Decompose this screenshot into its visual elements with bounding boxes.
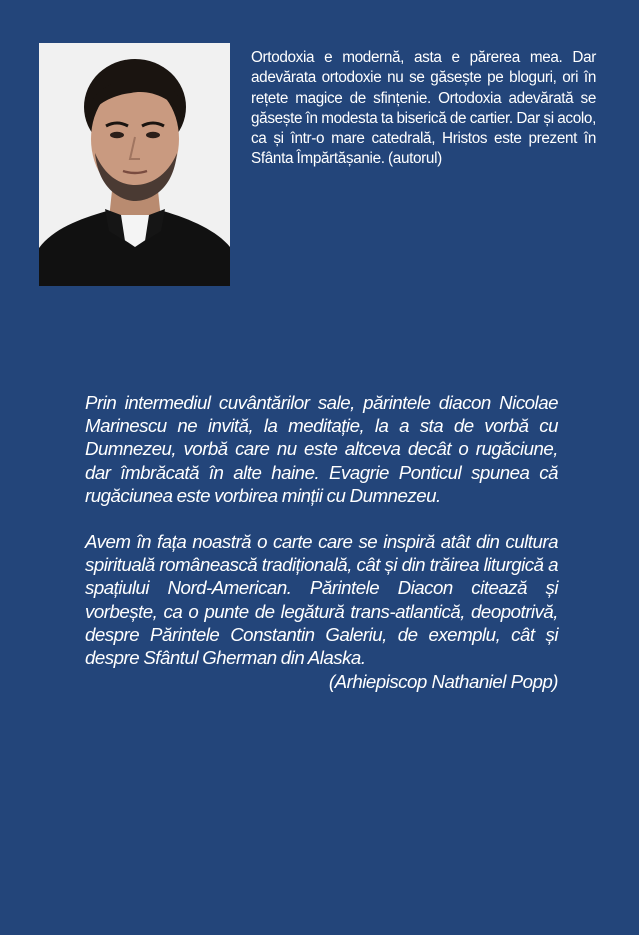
author-portrait-illustration	[39, 43, 230, 286]
author-photo	[39, 43, 230, 286]
review-block	[85, 391, 558, 693]
review-signature: (Arhiepiscop Nathaniel Popp)	[328, 671, 558, 693]
review-paragraph-2: Avem în fața noastră o carte care se inspiră atât din cultura spirituală românească tradițională, cât și din trăirea liturgică a spațiului Nord-American. Părintele Diacon citează și vorbește, ca o punte de legătură trans-atlantică, deopotrivă, despre Părintele Constantin Galeriu, de exemplu, cât și despre Sfântul Gherman din Alaska.	[85, 531, 558, 669]
author-quote: Ortodoxia e modernă, asta e părerea mea. Dar adevărata ortodoxie nu se găsește pe bloguri, ori în rețete magice de sfințenie. Ortodoxia adevărată se găsește în modesta ta biserică de cartier. Dar și acolo, ca și într-o mare catedrală, Hristos este prezent în Sfânta Împărtășanie. (autorul)	[251, 49, 596, 168]
review-paragraph-1: Prin intermediul cuvântărilor sale, părintele diacon Nicolae Marinescu ne invită, la meditație, la a sta de vorbă cu Dumnezeu, vorbă care nu este altceva decât o rugăciune, dar îmbrăcată în alte haine. Evagrie Ponticul spunea că rugăciunea este vorbirea minții cu Dumnezeu.	[85, 392, 558, 506]
